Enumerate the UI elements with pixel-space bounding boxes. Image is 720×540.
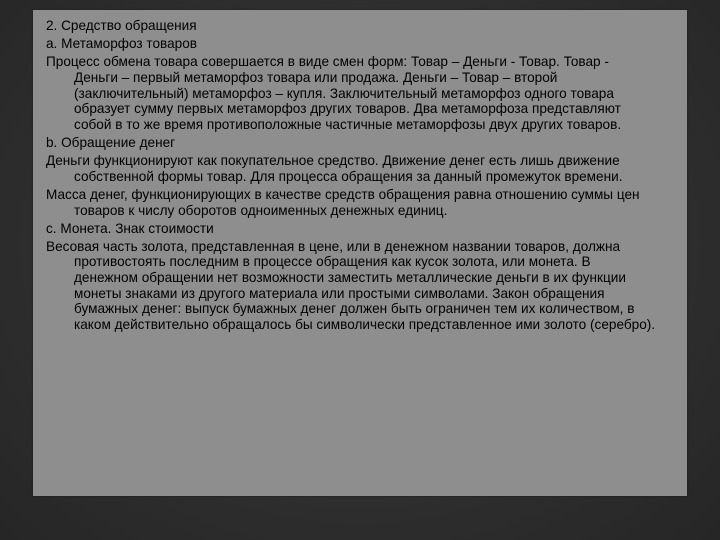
subsection-heading-c: c. Монета. Знак стоимости	[46, 220, 214, 236]
subsection-heading-a: a. Метаморфоз товаров	[46, 36, 198, 52]
paragraph-metamorphosis: Процесс обмена товара совершается в виде смен форм: Товар – Деньги - Товар. Товар - Деньги – первый метаморфоз товара или продажа. Деньги – Товар – второй (заключительный) метаморфоз – купля. Заключительный метаморфоз одного товара образует сумму первых метаморфоз других товаров. Два метаморфоза представляют собой в то же время противоположные частичные метаморфозы двух других товаров.	[46, 54, 622, 132]
paragraph-money-circulation: Деньги функционируют как покупательное средство. Движение денег есть лишь движение собственной формы товар. Для процесса обращения за данный промежуток времени.	[46, 153, 623, 184]
paragraph-money-mass: Масса денег, функционирующих в качестве средств обращения равна отношению суммы цен товаров к числу оборотов одноименных денежных единиц.	[46, 186, 640, 218]
subsection-heading-b: b. Обращение денег	[46, 134, 176, 150]
section-heading: 2. Средство обращения	[46, 18, 197, 33]
paragraph-coin: Весовая часть золота, представленная в цене, или в денежном названии товаров, должна противостоять последним в процессе обращения как кусок золота, или монета. В денежном обращении нет возможности заместить металлические деньги в их функции монеты знаками из другого материала или простыми символами. Закон обращения бумажных денег: выпуск бумажных денег должен быть ограничен тем их количеством, в каком действительно обращалось бы символически представленное ими золото (серебро).	[46, 238, 656, 332]
slide-content	[46, 18, 656, 332]
